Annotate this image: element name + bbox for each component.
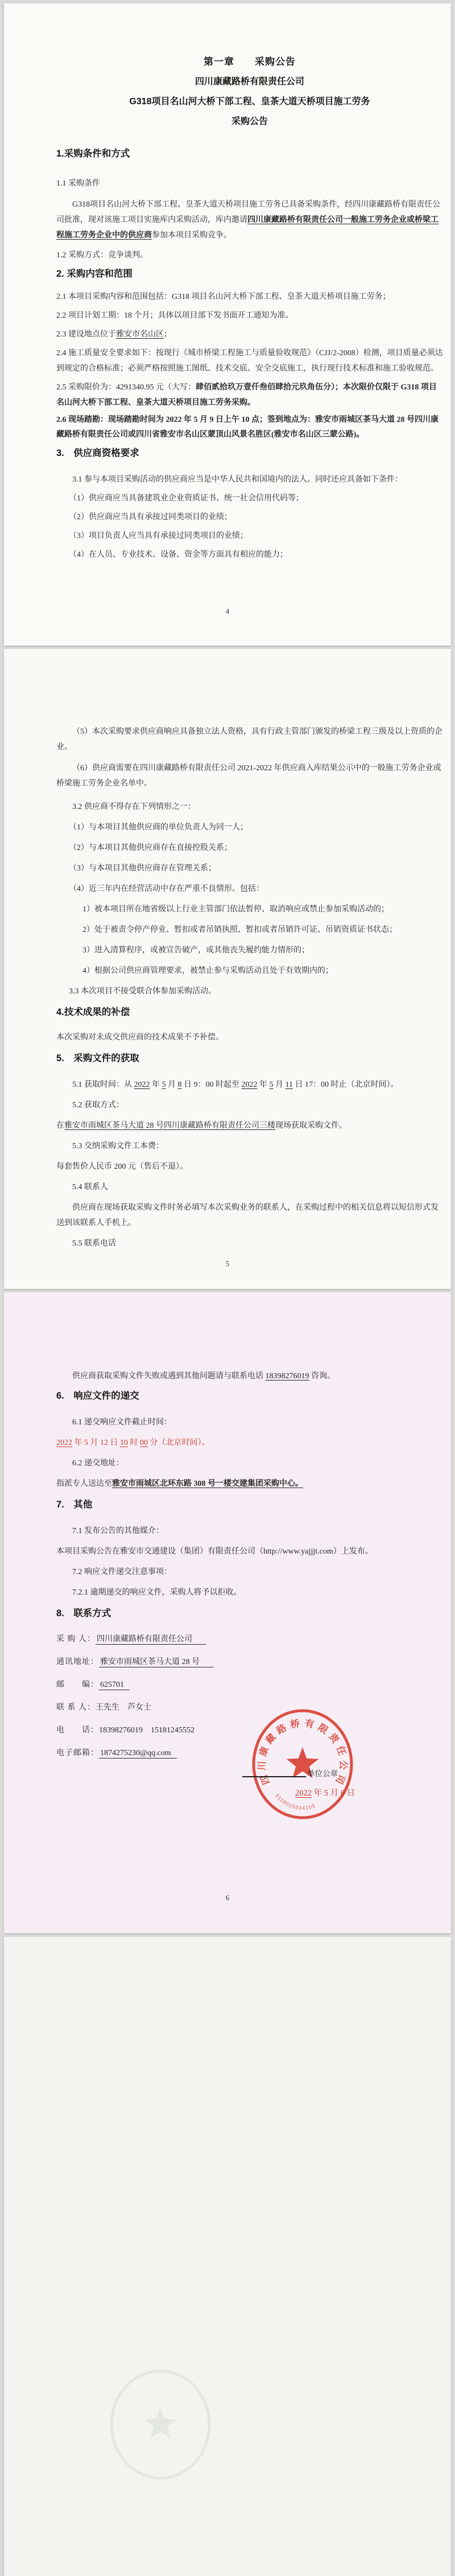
section-6-heading: 6. 响应文件的递交 bbox=[56, 1391, 139, 1401]
text-segment: 2022 bbox=[134, 1080, 150, 1089]
section-8-heading: 8. 联系方式 bbox=[56, 1608, 111, 1618]
address-label: 通讯地址： bbox=[56, 1658, 99, 1666]
text-segment: 咨询。 bbox=[309, 1372, 335, 1381]
text-segment: 11 bbox=[285, 1080, 293, 1089]
clause-3-1-item-5: （5）本次采购要求供应商响应具备独立法人资格，具有行政主管部门颁发的桥梁工程三级及以上资质的企业。 bbox=[56, 728, 442, 751]
text-segment: 于 G318 项目名山河大桥下部工程、皇茶大道天桥项目施工劳务采购。 bbox=[56, 383, 437, 407]
clause-5-1 bbox=[56, 1077, 443, 1092]
text-segment: 5 bbox=[269, 1080, 274, 1089]
clause-1-1-label: 1.1 采购条件 bbox=[56, 179, 100, 188]
text-segment: 分（北京时间）。 bbox=[148, 1439, 210, 1447]
section-3-heading: 3. 供应商资格要求 bbox=[56, 448, 139, 458]
text-segment: 2.3 建设地点位于 bbox=[56, 330, 116, 339]
text-segment: 雅安市雨城区北环东路 308 号一楼交建集团采购中心。 bbox=[112, 1480, 303, 1488]
clause-3-2-subitem-2: 2）处于被责令停产停业、暂扣或者吊销执照、暂扣或者吊销许可证、吊销资质证书状态； bbox=[82, 926, 397, 934]
clause-3-2-subitem-1: 1）被本项目所在地省级以上行业主管部门依法暂停、取消响应或禁止参加采购活动的； bbox=[82, 905, 389, 914]
clause-3-2-item-4: （4）近三年内在经营活动中存在严重不良情形。包括： bbox=[69, 885, 264, 893]
text-segment: 8 bbox=[177, 1080, 182, 1089]
seal-number-text: 5118025034105 bbox=[274, 1792, 317, 1811]
address-value: 雅安市雨城区茶马大道 28 号 bbox=[99, 1658, 213, 1667]
text-segment: 年 5 月 6 日 bbox=[312, 1789, 355, 1798]
clause-3-2-subitem-3: 3）进入清算程序，或被宣告破产，或其他丧失履约能力情形的； bbox=[82, 946, 309, 955]
text-segment: ）；本次限价仅限 bbox=[331, 383, 391, 392]
signature-line bbox=[242, 1768, 306, 1777]
text-segment: 时 bbox=[128, 1439, 140, 1447]
clause-5-3-body: 每套售价人民币 200 元（售后不退）。 bbox=[56, 1162, 188, 1171]
clause-3-3: 3.3 本次项目不接受联合体参加采购活动。 bbox=[69, 987, 216, 996]
page-4 bbox=[4, 1937, 451, 2576]
clause-3-2-subitem-4: 4）根据公司供应商管理要求，被禁止参与采购活动且处于有效期内的； bbox=[82, 967, 333, 975]
clause-5-2-body bbox=[56, 1118, 443, 1133]
announcement-title: 采购公告 bbox=[231, 117, 268, 126]
section-4-heading: 4.技术成果的补偿 bbox=[56, 1007, 130, 1017]
phone-value: 18398276019 15181245552 bbox=[99, 1726, 195, 1735]
section-5-heading: 5. 采购文件的获取 bbox=[56, 1053, 139, 1063]
clause-2-6 bbox=[56, 413, 443, 442]
clause-5-2-label: 5.2 获取方式： bbox=[72, 1101, 124, 1110]
text-segment: 月 bbox=[166, 1080, 178, 1089]
clause-3-1-item-3: （3）项目负责人应当具有承接过同类项目的业绩； bbox=[69, 532, 248, 540]
seal-caption-row bbox=[242, 1767, 338, 1778]
text-segment: 供应商获取采购文件失败或遇到其他问题请与联系电话 bbox=[72, 1372, 266, 1381]
contact-postcode-row bbox=[56, 1677, 443, 1694]
text-segment: 2022 bbox=[295, 1789, 312, 1798]
page-2-content bbox=[4, 724, 451, 1251]
clause-3-1: 3.1 参与本项目采购活动的供应商应当是中华人民共和国境内的法人。同时还应具备如下条件： bbox=[72, 475, 403, 484]
page-number: 4 bbox=[225, 607, 230, 615]
page-3 bbox=[4, 1292, 451, 1933]
clause-4-body: 本次采购对未成交供应商的技术成果不予补偿。 bbox=[56, 1033, 224, 1042]
clause-3-1-item-6: （6）供应商需要在四川康藏路桥有限责任公司 2021-2022 年供应商入库结果公示中的一般施工劳务企业或桥梁施工劳务企业名单中。 bbox=[56, 764, 441, 788]
clause-2-5 bbox=[56, 380, 443, 410]
text-segment: 肆佰贰拾玖万壹仟叁佰肆拾元玖角伍分 bbox=[196, 383, 331, 392]
text-segment: 2022 bbox=[56, 1439, 72, 1447]
text-segment: 雅安市名山区 bbox=[116, 330, 164, 339]
seal-company-text: 四川康藏路桥有限责任公司 bbox=[257, 1718, 349, 1789]
text-segment: 现场获取采购文件。 bbox=[275, 1121, 347, 1130]
section-7-heading: 7. 其他 bbox=[56, 1499, 93, 1510]
text-segment: G318项目名山河大桥下部工程、皇茶大道天桥项目施工劳务已具备采购条件，经四川康藏路桥有限责任公司批准，现对该施工项目实施库内采购活动，库内邀请 bbox=[56, 200, 441, 224]
clause-6-2-label: 6.2 递交地址： bbox=[72, 1459, 124, 1468]
page-1 bbox=[4, 3, 451, 646]
text-segment: ； bbox=[164, 330, 172, 339]
clause-5-5-label: 5.5 联系电话 bbox=[72, 1239, 116, 1248]
text-segment: 日 17：00 时止（北京时间）。 bbox=[292, 1080, 399, 1089]
text-segment: 5 bbox=[162, 1080, 166, 1089]
contact-buyer-row bbox=[56, 1631, 443, 1648]
ghost-seal-bleedthrough bbox=[106, 2369, 214, 2485]
clause-3-1-item-1: （1）供应商应当具备建筑业企业资质证书、统一社会信用代码等； bbox=[69, 494, 304, 503]
text-segment: 日 9：00 时起至 bbox=[181, 1080, 242, 1089]
text-segment: 18398276019 bbox=[265, 1372, 309, 1381]
text-segment: 年 5 月 12 日 bbox=[72, 1439, 120, 1447]
text-segment: 年 bbox=[257, 1080, 270, 1089]
text-segment: 四川康藏路桥有限责任公司一般施工劳务企业或桥梁工程施工劳务企业中的供应商 bbox=[56, 216, 439, 240]
clause-7-1-label: 7.1 发布公告的其他媒介： bbox=[72, 1527, 164, 1535]
project-name-title: G318项目名山河大桥下部工程、皇茶大道天桥项目施工劳务 bbox=[129, 97, 370, 106]
section-2-heading: 2. 采购内容和范围 bbox=[56, 269, 133, 279]
stamp-date bbox=[295, 1786, 355, 1798]
submission-deadline bbox=[56, 1435, 443, 1451]
clause-3-1-item-4: （4）在人员、专业技术、设备、资金等方面具有相应的能力； bbox=[69, 550, 288, 559]
postcode-value: 625701 bbox=[99, 1681, 130, 1690]
buyer-value: 四川康藏路桥有限责任公司 bbox=[96, 1635, 206, 1645]
submission-address bbox=[56, 1476, 443, 1492]
text-segment: 5.1 获取时间：从 bbox=[72, 1080, 134, 1089]
clause-7-1-body: 本项目采购公告在雅安市交通建设（集团）有限责任公司（http://www.yajjjt.com）上发布。 bbox=[56, 1547, 373, 1556]
clause-5-4-label: 5.4 联系人 bbox=[72, 1183, 108, 1192]
clause-2-4: 2.4 施工质量安全要求如下：按现行《城市桥梁工程施工与质量验收规范》（CJJ/2-2008）检测，项目质量必须达到规定的合格标准；必须严格按照施工图纸、技术交底、安全交底施工，执行现行技术标准和施工验收规范。 bbox=[56, 349, 443, 373]
clause-3-2-item-1: （1）与本项目其他供应商的单位负责人为同一人； bbox=[69, 823, 248, 832]
buyer-label: 采 购 人： bbox=[56, 1635, 96, 1644]
clause-5-5-body bbox=[56, 1369, 443, 1384]
buyer-name-title: 四川康藏路桥有限责任公司 bbox=[195, 77, 304, 87]
phone-label: 电 话： bbox=[56, 1726, 99, 1735]
clause-5-3-label: 5.3 交纳采购文件工本费： bbox=[72, 1142, 164, 1151]
contact-person-label: 联 系 人： bbox=[56, 1703, 96, 1712]
page-3-content bbox=[4, 1369, 451, 1762]
chapter-title: 第一章 采购公告 bbox=[204, 56, 296, 67]
ghost-star-icon bbox=[144, 2407, 177, 2438]
clause-2-3 bbox=[56, 327, 443, 342]
section-1-heading: 1.采购条件和方式 bbox=[56, 149, 130, 159]
text-segment: 月 bbox=[273, 1080, 286, 1089]
text-segment: 10 bbox=[120, 1439, 128, 1447]
clause-2-2: 2.2 项目计划工期：18 个月；具体以项目部下发书面开工通知为准。 bbox=[56, 311, 293, 320]
text-segment: 2.5 采购限价为：4291340.95 元（大写： bbox=[56, 383, 196, 392]
clause-5-4-body: 供应商在现场获取采购文件时务必填写本次采购业务的联系人，在采购过程中的相关信息将以短信形式发送到该联系人手机上。 bbox=[56, 1203, 439, 1227]
clause-1-2: 1.2 采购方式：竞争谈判。 bbox=[56, 251, 148, 260]
page-1-content bbox=[4, 55, 451, 562]
clause-3-2-item-3: （3）与本项目其他供应商存在管理关系； bbox=[69, 864, 216, 873]
contact-person-value: 王先生 芦女士 bbox=[96, 1703, 151, 1712]
clause-2-1: 2.1 本项目采购内容和范围包括：G318 项目名山河大桥下部工程、皇茶大道天桥项目施工劳务； bbox=[56, 293, 391, 301]
page-number: 6 bbox=[225, 1893, 230, 1902]
text-segment: 年 bbox=[150, 1080, 162, 1089]
clause-1-1-body bbox=[56, 197, 443, 243]
seal-caption-label: 单位公章 bbox=[307, 1769, 338, 1778]
clause-6-1-label: 6.1 递交响应文件截止时间： bbox=[72, 1418, 172, 1427]
postcode-label: 邮 编： bbox=[56, 1681, 99, 1689]
text-segment: 在 bbox=[56, 1121, 64, 1130]
clause-3-2: 3.2 供应商不得存在下列情形之一： bbox=[72, 803, 196, 811]
text-segment: 2.6 现场踏勘：现场踏勘时间为 2022 年 5 月 9 日上午 10 点；签到地点为：雅安市雨城区茶马大道 28 号四川康藏路桥有限责任公司或四川省雅安市名山区蒙顶山风景名胜区(雅安市名山区三蒙公路)。 bbox=[56, 416, 439, 439]
text-segment: 指派专人送达至 bbox=[56, 1480, 112, 1488]
email-label: 电子邮箱： bbox=[56, 1749, 99, 1757]
text-segment: 参加本项目采购竞争。 bbox=[152, 231, 231, 240]
contact-address-row bbox=[56, 1654, 443, 1671]
text-segment: 2022 bbox=[241, 1080, 258, 1089]
clause-3-2-item-2: （2）与本项目其他供应商存在直接控股关系； bbox=[69, 844, 232, 852]
email-value: 1874275230@qq.com bbox=[99, 1749, 177, 1759]
text-segment: 雅安市雨城区茶马大道 28 号四川康藏路桥有限责任公司三楼 bbox=[64, 1121, 275, 1130]
clause-3-1-item-2: （2）供应商应当具有承接过同类项目的业绩； bbox=[69, 513, 232, 521]
page-2 bbox=[4, 649, 451, 1289]
page-number: 5 bbox=[225, 1259, 230, 1268]
clause-7-2-1: 7.2.1 逾期递交的响应文件，采购人将予以拒收。 bbox=[72, 1588, 242, 1597]
clause-7-2-label: 7.2 响应文件递交注意事项： bbox=[72, 1568, 172, 1576]
text-segment: 00 bbox=[140, 1439, 148, 1447]
